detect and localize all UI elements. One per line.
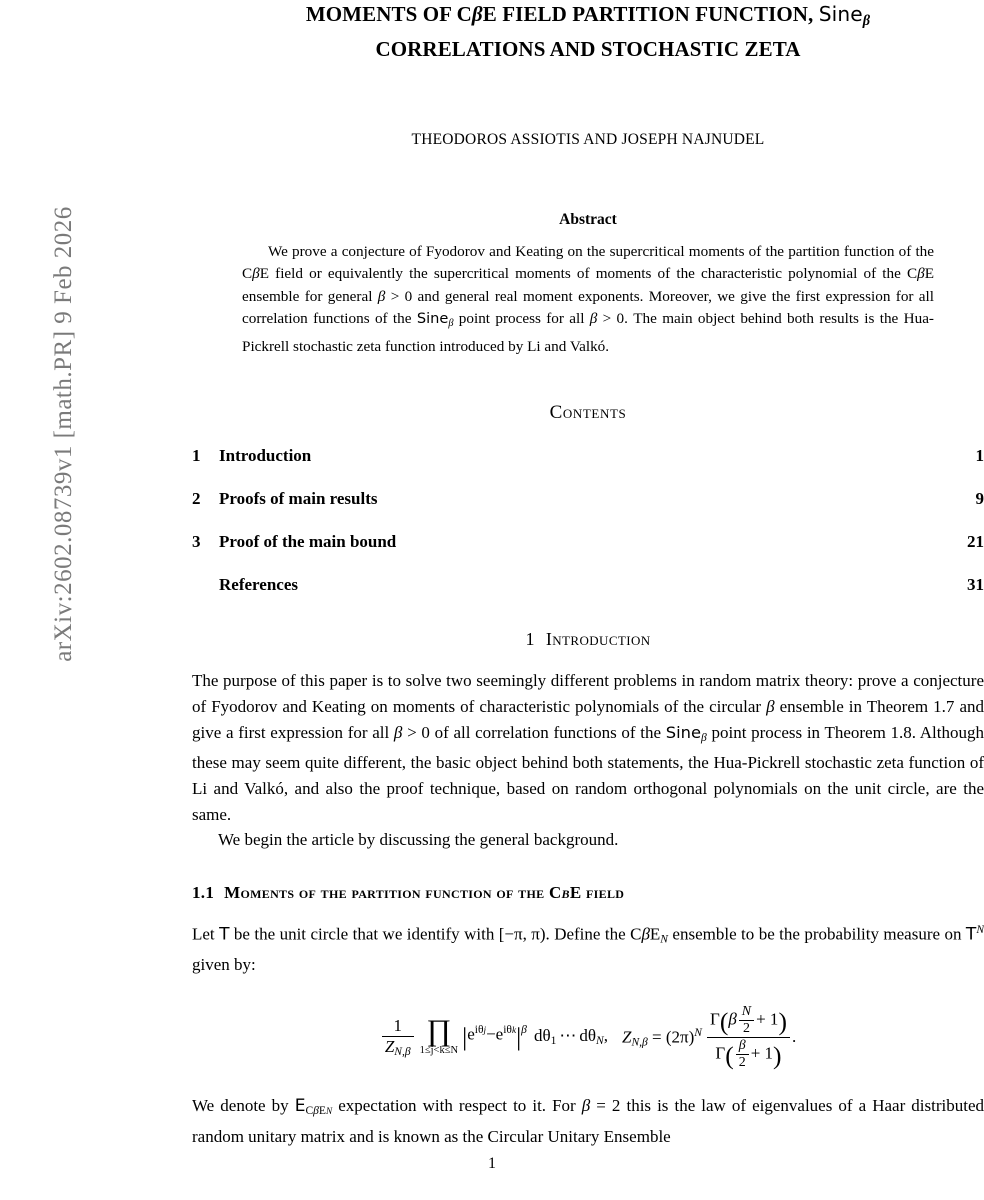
title-line2: CORRELATIONS AND STOCHASTIC ZETA — [375, 36, 801, 61]
subsection-number: 1.1 — [192, 882, 215, 902]
toc-entry-number: 3 — [192, 532, 201, 552]
intro-p1-sine: Sine — [665, 722, 702, 742]
sub-p1-c: E — [649, 924, 661, 944]
toc-entry-label: References — [219, 575, 298, 595]
gamma-denominator: Γ( $\frac{\beta}{2}$ + 1) — [715, 1037, 782, 1070]
equals-sign: = — [652, 1027, 662, 1047]
sub-p1-beta: β — [641, 924, 650, 944]
gamma-den-plus-one: + 1 — [750, 1042, 774, 1062]
expectation-sub-E: E — [318, 1103, 326, 1117]
equation-frac-denominator — [382, 1037, 414, 1059]
section-heading-introduction — [192, 629, 984, 650]
abstract-text-3: E ensemble for general — [242, 265, 934, 305]
exp2-itheta: iθ — [503, 1023, 512, 1037]
gamma-num-beta: β — [728, 1008, 737, 1028]
equation-frac-numerator: 1 — [382, 1016, 414, 1037]
title-sine-subscript: β — [862, 12, 871, 29]
page-number-footer: 1 — [488, 1155, 496, 1172]
toc-entry-label: Proofs of main results — [219, 489, 378, 509]
minus-sign: − — [486, 1024, 496, 1044]
abstract-beta-1: β — [252, 265, 260, 283]
closing-b: expectation with respect to it. For — [332, 1095, 582, 1115]
abstract-beta-3: β — [377, 287, 386, 305]
sub-p1-a: Let — [192, 924, 220, 944]
intro-paragraph-1 — [192, 668, 984, 827]
intro-p1-sine-subscript: β — [701, 730, 707, 744]
expectation-sub-N: N — [325, 1105, 333, 1116]
abstract-text-4: > 0 and general real moment exponents. Moreover, we give the first expression for all correlation functions of the — [242, 287, 934, 328]
exp1-itheta: iθ — [474, 1023, 484, 1037]
abstract-text-6: > 0. The main object behind both results is the Hua-Pickrell stochastic zeta function introduced by Li and Valkó. — [242, 310, 934, 355]
product-limits: 1≤j<k≤N — [419, 1045, 459, 1057]
sub-p1-d: ensemble to be the probability measure on — [668, 924, 966, 944]
display-equation — [192, 1004, 984, 1071]
gamma-num-plus-one: + 1 — [756, 1008, 779, 1028]
intro-p1-d: point process in Theorem 1.8. Although these may seem quite different, the basic object behind both statements, the Hua-Pickrell stochastic zeta function of Li and Valkó, and also the proof technique, based on random orthogonal polynomials on the unit circle, are the same. — [192, 722, 984, 824]
closing-a: We denote by — [192, 1095, 295, 1115]
two-pi-exponent: N — [694, 1025, 702, 1039]
toc-entry-number: 2 — [192, 489, 201, 509]
section-number: 1 — [525, 629, 535, 650]
abstract-text-5: point process for all — [453, 310, 590, 328]
dtheta-1: dθ — [533, 1026, 551, 1046]
section-title: Introduction — [545, 629, 651, 650]
table-of-contents — [192, 446, 984, 595]
equation-period: . — [791, 1027, 797, 1047]
sub-p1-e: given by: — [192, 954, 256, 974]
exp1-index: j — [483, 1025, 487, 1036]
paper-content — [192, 0, 984, 1150]
toc-entry[interactable] — [192, 532, 984, 552]
subsection-heading-1-1 — [192, 883, 984, 903]
abs-bar-close: | — [516, 1022, 522, 1052]
sub-p1-torus-N: T — [965, 924, 977, 945]
toc-entry[interactable] — [192, 446, 984, 466]
equation-normalization — [622, 1026, 702, 1049]
subsection-title-beta: β — [561, 882, 570, 902]
expectation-symbol: E — [294, 1095, 306, 1116]
closing-c: = 2 this is the law of eigenvalues of a Haar distributed random unitary matrix and is known as the Circular Unitary Ensemble — [192, 1095, 984, 1147]
page-title — [192, 0, 984, 63]
toc-entry-references[interactable] — [192, 575, 984, 595]
gamma-symbol-den: Γ — [715, 1042, 726, 1062]
gamma-num-two: 2 — [742, 1020, 750, 1036]
abstract-beta-2: β — [917, 265, 925, 283]
abs-exponent-beta: β — [521, 1023, 527, 1037]
expectation-sub-C: C — [305, 1103, 314, 1117]
equation-Z-symbol: Z — [384, 1036, 395, 1056]
sub-p1-torus-N-exp: N — [976, 922, 984, 936]
intro-p1-c: > 0 of all correlation functions of the — [402, 722, 666, 742]
subsection-title-a: Moments of the partition function of the C — [224, 882, 562, 902]
toc-entry-page: 31 — [967, 575, 984, 595]
intro-p1-a: The purpose of this paper is to solve two seemingly different problems in random matrix theory: prove a conjecture of Fyodorov and Keating on moments of characteristic polynomials of the circular — [192, 671, 984, 716]
title-sine: Sine — [818, 2, 863, 26]
arxiv-stamp: arXiv:2602.08739v1 [math.PR] 9 Feb 2026 — [50, 206, 77, 662]
toc-entry-page: 9 — [975, 489, 984, 509]
dtheta-N-index: N — [596, 1034, 604, 1048]
gamma-ratio-fraction — [707, 1004, 790, 1071]
two-pi-term: (2π) — [665, 1027, 695, 1047]
expectation-subscript — [305, 1104, 332, 1117]
equation-Z-subscript: N,β — [394, 1044, 411, 1058]
abstract-text-2: E field or equivalently the supercritical moments of moments of the characteristic polynomial of the C — [259, 265, 918, 283]
toc-entry-page: 1 — [975, 446, 984, 466]
equation-product-operator — [419, 1014, 459, 1057]
dtheta-N: dθ — [579, 1026, 597, 1046]
Z-symbol-2: Z — [621, 1027, 632, 1047]
closing-beta: β — [581, 1095, 591, 1115]
toc-entry[interactable] — [192, 489, 984, 509]
gamma-den-beta: β — [736, 1038, 749, 1055]
authors: THEODOROS ASSIOTIS AND JOSEPH NAJNUDEL — [411, 130, 765, 148]
sub-p1-b: be the unit circle that we identify with [−π, π). Define the C — [229, 924, 642, 944]
intro-p1-beta-2: β — [393, 722, 403, 742]
exp2-index: k — [511, 1025, 517, 1036]
abstract-heading: Abstract — [559, 210, 617, 228]
dtheta-1-index: 1 — [550, 1034, 557, 1048]
closing-paragraph — [192, 1093, 984, 1150]
abstract-body — [242, 241, 934, 358]
expectation-sub-beta: β — [313, 1103, 319, 1117]
intro-p1-beta-1: β — [766, 696, 775, 716]
Z-subscript-2: N,β — [631, 1035, 648, 1049]
gamma-den-two: 2 — [738, 1054, 746, 1070]
equation-absolute-value — [462, 1022, 527, 1052]
abstract-text-1: We prove a conjecture of Fyodorov and Keating on the supercritical moments of the partition function of the C — [242, 242, 934, 283]
product-symbol: ∏ — [426, 1014, 452, 1048]
abstract-beta-4: β — [589, 310, 598, 328]
intro-paragraph-2: We begin the article by discussing the general background. — [218, 830, 619, 850]
toc-entry-number: 1 — [192, 446, 201, 466]
toc-entry-label: Introduction — [219, 446, 312, 466]
intro-p1-b: ensemble in Theorem 1.7 and give a first expression for all — [192, 696, 984, 742]
sub-p1-torus: T — [219, 924, 230, 945]
title-beta: β — [471, 2, 483, 26]
gamma-symbol-num: Γ — [710, 1008, 720, 1028]
toc-entry-label: Proof of the main bound — [219, 532, 397, 552]
abs-bar-open: | — [462, 1022, 468, 1052]
ellipsis: ⋯ — [559, 1026, 577, 1046]
toc-entry-page: 21 — [967, 532, 984, 552]
title-line1-part-a: MOMENTS OF C — [305, 2, 472, 26]
exp-term-1-exponent — [475, 1023, 486, 1036]
abstract-sine-subscript: β — [448, 318, 454, 330]
exp-term-2-exponent — [503, 1023, 516, 1036]
contents-heading: Contents — [549, 402, 627, 424]
sub-p1-N-subscript: N — [660, 932, 668, 946]
subsection-paragraph-1 — [192, 917, 984, 978]
subsection-title-b: E field — [569, 882, 625, 902]
gamma-num-N: N — [739, 1004, 754, 1021]
equation-comma: , — [603, 1026, 608, 1046]
equation-measure — [534, 1026, 608, 1047]
equation-prefactor-fraction — [382, 1016, 414, 1058]
gamma-numerator: Γ(β $\frac{N}{2}$ + 1) — [707, 1004, 790, 1038]
abstract-sine: Sine — [416, 310, 449, 328]
title-line1-part-b: E FIELD PARTITION FUNCTION, — [482, 2, 819, 26]
exp-term-2: e — [495, 1024, 504, 1044]
exp-term-1: e — [467, 1024, 475, 1044]
